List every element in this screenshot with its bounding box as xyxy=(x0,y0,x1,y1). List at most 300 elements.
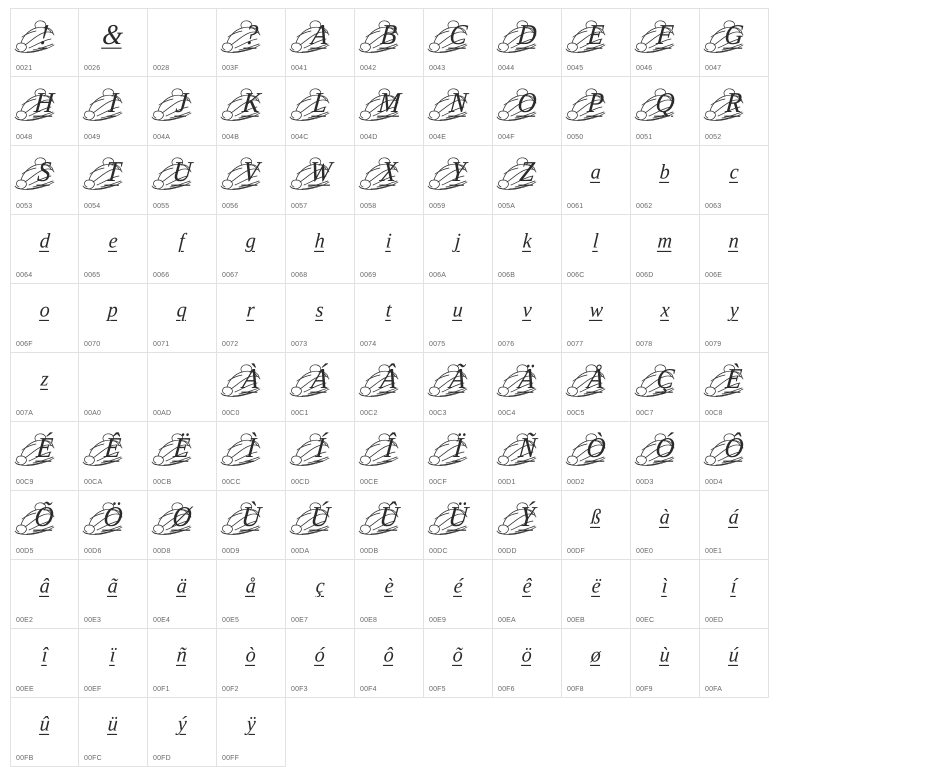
glyph-cell[interactable] xyxy=(79,698,148,767)
glyph-character: è xyxy=(383,574,395,598)
glyph-character: S xyxy=(36,156,53,188)
glyph-cell[interactable] xyxy=(493,353,562,422)
glyph-cell[interactable] xyxy=(10,284,79,353)
glyph-preview xyxy=(562,491,630,543)
glyph-cell[interactable] xyxy=(148,629,217,698)
glyph-character: o xyxy=(38,298,51,322)
glyph-preview xyxy=(700,491,768,543)
glyph-cell[interactable] xyxy=(700,77,769,146)
glyph-preview xyxy=(11,215,78,267)
glyph-unicode-code: 00EB xyxy=(567,617,585,624)
glyph-character: Ó xyxy=(653,432,677,464)
glyph-cell[interactable] xyxy=(217,422,286,491)
glyph-cell[interactable] xyxy=(217,77,286,146)
glyph-cell[interactable] xyxy=(562,491,631,560)
glyph-preview xyxy=(11,422,78,474)
glyph-character: c xyxy=(728,160,740,184)
glyph-unicode-code: 0049 xyxy=(84,134,101,141)
glyph-character: d xyxy=(38,229,51,253)
glyph-cell[interactable] xyxy=(148,698,217,767)
glyph-preview xyxy=(355,146,423,198)
glyph-preview xyxy=(11,629,78,681)
glyph-character: â xyxy=(38,574,51,598)
glyph-character: R xyxy=(724,87,744,119)
glyph-cell[interactable] xyxy=(148,560,217,629)
glyph-character: Å xyxy=(586,363,606,395)
glyph-cell[interactable] xyxy=(493,284,562,353)
glyph-character: ù xyxy=(659,643,671,667)
glyph-preview xyxy=(562,215,630,267)
glyph-character: h xyxy=(314,229,326,253)
glyph-preview xyxy=(79,146,147,198)
glyph-character: D xyxy=(515,19,539,51)
glyph-unicode-code: 006A xyxy=(429,272,447,279)
glyph-unicode-code: 00CF xyxy=(429,479,447,486)
glyph-cell[interactable] xyxy=(562,8,631,77)
glyph-cell[interactable] xyxy=(424,629,493,698)
glyph-preview xyxy=(79,215,147,267)
glyph-unicode-code: 00CE xyxy=(360,479,379,486)
glyph-cell[interactable] xyxy=(424,491,493,560)
glyph-character: ï xyxy=(109,643,117,667)
glyph-character: û xyxy=(38,712,51,736)
glyph-character: I xyxy=(106,87,119,119)
glyph-unicode-code: 0043 xyxy=(429,65,446,72)
glyph-unicode-code: 004B xyxy=(222,134,240,141)
glyph-character: Ø xyxy=(170,501,194,533)
glyph-preview xyxy=(355,9,423,61)
glyph-cell[interactable] xyxy=(424,146,493,215)
glyph-unicode-code: 00F1 xyxy=(153,686,170,693)
glyph-unicode-code: 0073 xyxy=(291,341,308,348)
glyph-character: Ü xyxy=(446,501,470,533)
glyph-preview xyxy=(11,77,78,129)
glyph-character: í xyxy=(730,574,738,598)
glyph-cell[interactable] xyxy=(148,422,217,491)
glyph-cell[interactable] xyxy=(562,629,631,698)
glyph-unicode-code: 0047 xyxy=(705,65,722,72)
glyph-unicode-code: 00ED xyxy=(705,617,724,624)
glyph-character: Ì xyxy=(244,432,257,464)
glyph-character: w xyxy=(588,298,604,322)
glyph-cell[interactable] xyxy=(10,560,79,629)
glyph-cell[interactable] xyxy=(700,353,769,422)
glyph-preview xyxy=(286,215,354,267)
glyph-unicode-code: 00D9 xyxy=(222,548,240,555)
glyph-cell[interactable] xyxy=(217,215,286,284)
glyph-cell[interactable] xyxy=(286,560,355,629)
glyph-character: Ç xyxy=(654,363,676,395)
glyph-cell[interactable] xyxy=(286,8,355,77)
glyph-cell[interactable] xyxy=(493,215,562,284)
glyph-preview xyxy=(700,215,768,267)
glyph-preview xyxy=(631,353,699,405)
glyph-unicode-code: 00E7 xyxy=(291,617,309,624)
glyph-character: Í xyxy=(313,432,326,464)
glyph-character: ê xyxy=(521,574,533,598)
glyph-unicode-code: 00D2 xyxy=(567,479,585,486)
glyph-cell[interactable] xyxy=(355,491,424,560)
glyph-cell[interactable] xyxy=(286,491,355,560)
glyph-cell[interactable] xyxy=(700,491,769,560)
glyph-cell[interactable] xyxy=(562,215,631,284)
glyph-unicode-code: 006D xyxy=(636,272,654,279)
glyph-cell[interactable] xyxy=(217,146,286,215)
glyph-cell[interactable] xyxy=(562,284,631,353)
glyph-cell[interactable] xyxy=(79,422,148,491)
glyph-preview xyxy=(493,77,561,129)
glyph-cell[interactable] xyxy=(493,8,562,77)
glyph-character: Ù xyxy=(239,501,263,533)
glyph-preview xyxy=(424,491,492,543)
glyph-character: M xyxy=(376,87,402,119)
glyph-cell[interactable] xyxy=(700,8,769,77)
glyph-character: W xyxy=(307,156,333,188)
glyph-preview xyxy=(11,353,78,405)
glyph-cell[interactable] xyxy=(424,422,493,491)
glyph-cell[interactable] xyxy=(355,284,424,353)
glyph-cell[interactable] xyxy=(424,215,493,284)
glyph-preview xyxy=(424,629,492,681)
glyph-cell[interactable] xyxy=(631,560,700,629)
glyph-character: U xyxy=(170,156,194,188)
glyph-cell[interactable] xyxy=(148,353,217,422)
glyph-unicode-code: 0045 xyxy=(567,65,584,72)
glyph-preview xyxy=(217,77,285,129)
glyph-cell[interactable] xyxy=(355,353,424,422)
glyph-cell[interactable] xyxy=(700,422,769,491)
glyph-preview xyxy=(493,560,561,612)
glyph-unicode-code: 00FB xyxy=(16,755,34,762)
glyph-cell[interactable] xyxy=(148,284,217,353)
glyph-cell[interactable] xyxy=(493,422,562,491)
glyph-character: ü xyxy=(107,712,119,736)
glyph-cell[interactable] xyxy=(700,560,769,629)
glyph-cell[interactable] xyxy=(10,629,79,698)
glyph-preview xyxy=(355,215,423,267)
glyph-preview xyxy=(148,560,216,612)
glyph-cell[interactable] xyxy=(217,629,286,698)
glyph-unicode-code: 00CD xyxy=(291,479,310,486)
glyph-character: v xyxy=(521,298,533,322)
glyph-unicode-code: 00F3 xyxy=(291,686,308,693)
glyph-cell[interactable] xyxy=(79,353,148,422)
glyph-unicode-code: 00C1 xyxy=(291,410,309,417)
glyph-preview xyxy=(424,560,492,612)
glyph-unicode-code: 0028 xyxy=(153,65,170,72)
glyph-preview xyxy=(562,77,630,129)
glyph-cell[interactable] xyxy=(493,146,562,215)
glyph-cell[interactable] xyxy=(424,353,493,422)
glyph-character: Û xyxy=(377,501,401,533)
glyph-character: B xyxy=(379,19,399,51)
glyph-cell[interactable] xyxy=(631,77,700,146)
glyph-unicode-code: 00E9 xyxy=(429,617,447,624)
glyph-preview xyxy=(217,146,285,198)
glyph-cell-empty xyxy=(562,698,631,767)
glyph-character: Î xyxy=(382,432,395,464)
glyph-character: Á xyxy=(310,363,330,395)
glyph-preview xyxy=(286,284,354,336)
glyph-preview xyxy=(217,491,285,543)
glyph-unicode-code: 0058 xyxy=(360,203,377,210)
glyph-character: õ xyxy=(452,643,464,667)
glyph-preview xyxy=(79,77,147,129)
glyph-cell[interactable] xyxy=(148,8,217,77)
glyph-cell[interactable] xyxy=(700,629,769,698)
glyph-unicode-code: 00DD xyxy=(498,548,517,555)
glyph-unicode-code: 00EA xyxy=(498,617,516,624)
glyph-cell[interactable] xyxy=(355,560,424,629)
glyph-character: Ö xyxy=(101,501,125,533)
glyph-cell[interactable] xyxy=(217,353,286,422)
glyph-unicode-code: 00D5 xyxy=(16,548,34,555)
glyph-cell[interactable] xyxy=(148,77,217,146)
glyph-cell[interactable] xyxy=(10,422,79,491)
glyph-preview xyxy=(631,629,699,681)
glyph-unicode-code: 006C xyxy=(567,272,585,279)
glyph-unicode-code: 00F8 xyxy=(567,686,584,693)
glyph-cell[interactable] xyxy=(562,422,631,491)
glyph-cell[interactable] xyxy=(355,77,424,146)
glyph-cell[interactable] xyxy=(148,491,217,560)
glyph-preview xyxy=(148,77,216,129)
glyph-cell[interactable] xyxy=(424,8,493,77)
glyph-unicode-code: 0061 xyxy=(567,203,584,210)
glyph-character: E xyxy=(586,19,606,51)
glyph-preview xyxy=(148,215,216,267)
glyph-unicode-code: 004E xyxy=(429,134,447,141)
glyph-cell[interactable] xyxy=(148,146,217,215)
glyph-preview xyxy=(217,422,285,474)
glyph-unicode-code: 00DB xyxy=(360,548,379,555)
glyph-character: y xyxy=(728,298,740,322)
glyph-cell[interactable] xyxy=(562,146,631,215)
glyph-preview xyxy=(493,629,561,681)
glyph-cell[interactable] xyxy=(631,422,700,491)
glyph-cell[interactable] xyxy=(79,491,148,560)
glyph-cell[interactable] xyxy=(217,8,286,77)
glyph-cell[interactable] xyxy=(493,560,562,629)
glyph-cell[interactable] xyxy=(286,422,355,491)
glyph-unicode-code: 0064 xyxy=(16,272,33,279)
glyph-character: b xyxy=(659,160,671,184)
glyph-preview xyxy=(700,9,768,61)
glyph-cell[interactable] xyxy=(631,146,700,215)
glyph-cell[interactable] xyxy=(79,284,148,353)
glyph-unicode-code: 00FD xyxy=(153,755,171,762)
glyph-unicode-code: 00CC xyxy=(222,479,241,486)
glyph-character: Ú xyxy=(308,501,332,533)
glyph-unicode-code: 00CA xyxy=(84,479,103,486)
glyph-cell[interactable] xyxy=(355,629,424,698)
glyph-character: Ä xyxy=(517,363,537,395)
glyph-cell[interactable] xyxy=(562,77,631,146)
glyph-preview xyxy=(217,353,285,405)
glyph-preview xyxy=(700,77,768,129)
glyph-preview xyxy=(493,9,561,61)
glyph-cell[interactable] xyxy=(355,8,424,77)
glyph-unicode-code: 0062 xyxy=(636,203,653,210)
glyph-cell[interactable] xyxy=(286,629,355,698)
glyph-cell[interactable] xyxy=(10,146,79,215)
glyph-cell[interactable] xyxy=(562,353,631,422)
glyph-character: á xyxy=(728,505,740,529)
glyph-cell[interactable] xyxy=(631,8,700,77)
glyph-unicode-code: 007A xyxy=(16,410,34,417)
glyph-preview xyxy=(286,9,354,61)
glyph-character: ö xyxy=(521,643,533,667)
glyph-preview xyxy=(79,698,147,750)
glyph-unicode-code: 0056 xyxy=(222,203,239,210)
glyph-character: ! xyxy=(38,19,51,51)
glyph-preview xyxy=(562,284,630,336)
glyph-unicode-code: 0079 xyxy=(705,341,722,348)
glyph-preview xyxy=(424,146,492,198)
glyph-cell[interactable] xyxy=(493,491,562,560)
glyph-cell[interactable] xyxy=(286,284,355,353)
glyph-character: r xyxy=(246,298,256,322)
glyph-cell-empty xyxy=(631,698,700,767)
glyph-cell[interactable] xyxy=(631,491,700,560)
glyph-unicode-code: 00C8 xyxy=(705,410,723,417)
glyph-character: ô xyxy=(383,643,395,667)
glyph-character: T xyxy=(104,156,122,188)
glyph-character: & xyxy=(101,19,125,51)
glyph-preview xyxy=(493,422,561,474)
glyph-character: e xyxy=(107,229,119,253)
glyph-preview xyxy=(286,491,354,543)
glyph-cell[interactable] xyxy=(10,8,79,77)
glyph-cell[interactable] xyxy=(286,146,355,215)
glyph-cell[interactable] xyxy=(10,698,79,767)
glyph-cell[interactable] xyxy=(10,491,79,560)
glyph-unicode-code: 0072 xyxy=(222,341,239,348)
glyph-cell[interactable] xyxy=(562,560,631,629)
glyph-preview xyxy=(217,284,285,336)
glyph-character: f xyxy=(178,229,186,253)
glyph-cell[interactable] xyxy=(424,560,493,629)
glyph-preview xyxy=(11,9,78,61)
glyph-character: Q xyxy=(653,87,677,119)
glyph-unicode-code: 00E4 xyxy=(153,617,171,624)
glyph-character: ó xyxy=(314,643,326,667)
glyph-cell[interactable] xyxy=(631,284,700,353)
glyph-cell[interactable] xyxy=(79,8,148,77)
glyph-unicode-code: 0021 xyxy=(16,65,33,72)
glyph-preview xyxy=(11,698,78,750)
glyph-preview xyxy=(562,560,630,612)
glyph-cell[interactable] xyxy=(217,284,286,353)
glyph-cell[interactable] xyxy=(10,77,79,146)
glyph-cell[interactable] xyxy=(493,629,562,698)
glyph-unicode-code: 00EF xyxy=(84,686,102,693)
glyph-cell[interactable] xyxy=(355,215,424,284)
glyph-preview xyxy=(11,560,78,612)
glyph-unicode-code: 00D3 xyxy=(636,479,654,486)
glyph-unicode-code: 006B xyxy=(498,272,516,279)
glyph-cell[interactable] xyxy=(493,77,562,146)
glyph-unicode-code: 0078 xyxy=(636,341,653,348)
glyph-unicode-code: 0052 xyxy=(705,134,722,141)
glyph-cell[interactable] xyxy=(10,353,79,422)
glyph-cell[interactable] xyxy=(79,215,148,284)
glyph-preview xyxy=(355,491,423,543)
glyph-unicode-code: 00C0 xyxy=(222,410,240,417)
glyph-cell[interactable] xyxy=(631,215,700,284)
glyph-cell[interactable] xyxy=(286,353,355,422)
glyph-cell[interactable] xyxy=(79,77,148,146)
glyph-character: x xyxy=(659,298,671,322)
glyph-cell[interactable] xyxy=(217,698,286,767)
glyph-character: K xyxy=(240,87,262,119)
glyph-preview xyxy=(355,353,423,405)
glyph-cell[interactable] xyxy=(148,215,217,284)
glyph-unicode-code: 00C3 xyxy=(429,410,447,417)
glyph-preview xyxy=(631,560,699,612)
glyph-character: Y xyxy=(449,156,467,188)
glyph-preview xyxy=(79,284,147,336)
glyph-character: Ã xyxy=(448,363,468,395)
glyph-cell[interactable] xyxy=(286,77,355,146)
glyph-character: Õ xyxy=(33,501,56,533)
glyph-cell[interactable] xyxy=(79,146,148,215)
glyph-unicode-code: 00E1 xyxy=(705,548,723,555)
glyph-preview xyxy=(217,698,285,750)
glyph-unicode-code: 00C7 xyxy=(636,410,654,417)
glyph-preview xyxy=(424,353,492,405)
glyph-preview xyxy=(148,422,216,474)
glyph-preview xyxy=(700,353,768,405)
glyph-cell[interactable] xyxy=(217,491,286,560)
glyph-cell[interactable] xyxy=(10,215,79,284)
glyph-character: a xyxy=(590,160,602,184)
glyph-preview xyxy=(79,491,147,543)
glyph-preview xyxy=(631,491,699,543)
glyph-cell[interactable] xyxy=(286,215,355,284)
glyph-unicode-code: 00CB xyxy=(153,479,172,486)
glyph-character: q xyxy=(176,298,188,322)
glyph-cell[interactable] xyxy=(700,146,769,215)
glyph-cell[interactable] xyxy=(424,77,493,146)
glyph-preview xyxy=(424,284,492,336)
glyph-unicode-code: 0069 xyxy=(360,272,377,279)
glyph-cell[interactable] xyxy=(700,284,769,353)
glyph-character: N xyxy=(447,87,469,119)
glyph-cell[interactable] xyxy=(700,215,769,284)
glyph-preview xyxy=(700,629,768,681)
glyph-character: i xyxy=(385,229,393,253)
glyph-preview xyxy=(355,629,423,681)
glyph-preview xyxy=(217,9,285,61)
glyph-preview xyxy=(148,146,216,198)
glyph-unicode-code: 00FC xyxy=(84,755,102,762)
glyph-cell[interactable] xyxy=(79,629,148,698)
glyph-character: t xyxy=(385,298,393,322)
glyph-unicode-code: 0074 xyxy=(360,341,377,348)
glyph-character: J xyxy=(174,87,190,119)
glyph-cell[interactable] xyxy=(355,146,424,215)
glyph-cell[interactable] xyxy=(355,422,424,491)
glyph-unicode-code: 005A xyxy=(498,203,516,210)
glyph-cell[interactable] xyxy=(79,560,148,629)
glyph-grid xyxy=(10,8,769,767)
glyph-cell[interactable] xyxy=(631,353,700,422)
glyph-cell[interactable] xyxy=(424,284,493,353)
glyph-character: H xyxy=(33,87,56,119)
glyph-cell[interactable] xyxy=(217,560,286,629)
glyph-cell[interactable] xyxy=(631,629,700,698)
